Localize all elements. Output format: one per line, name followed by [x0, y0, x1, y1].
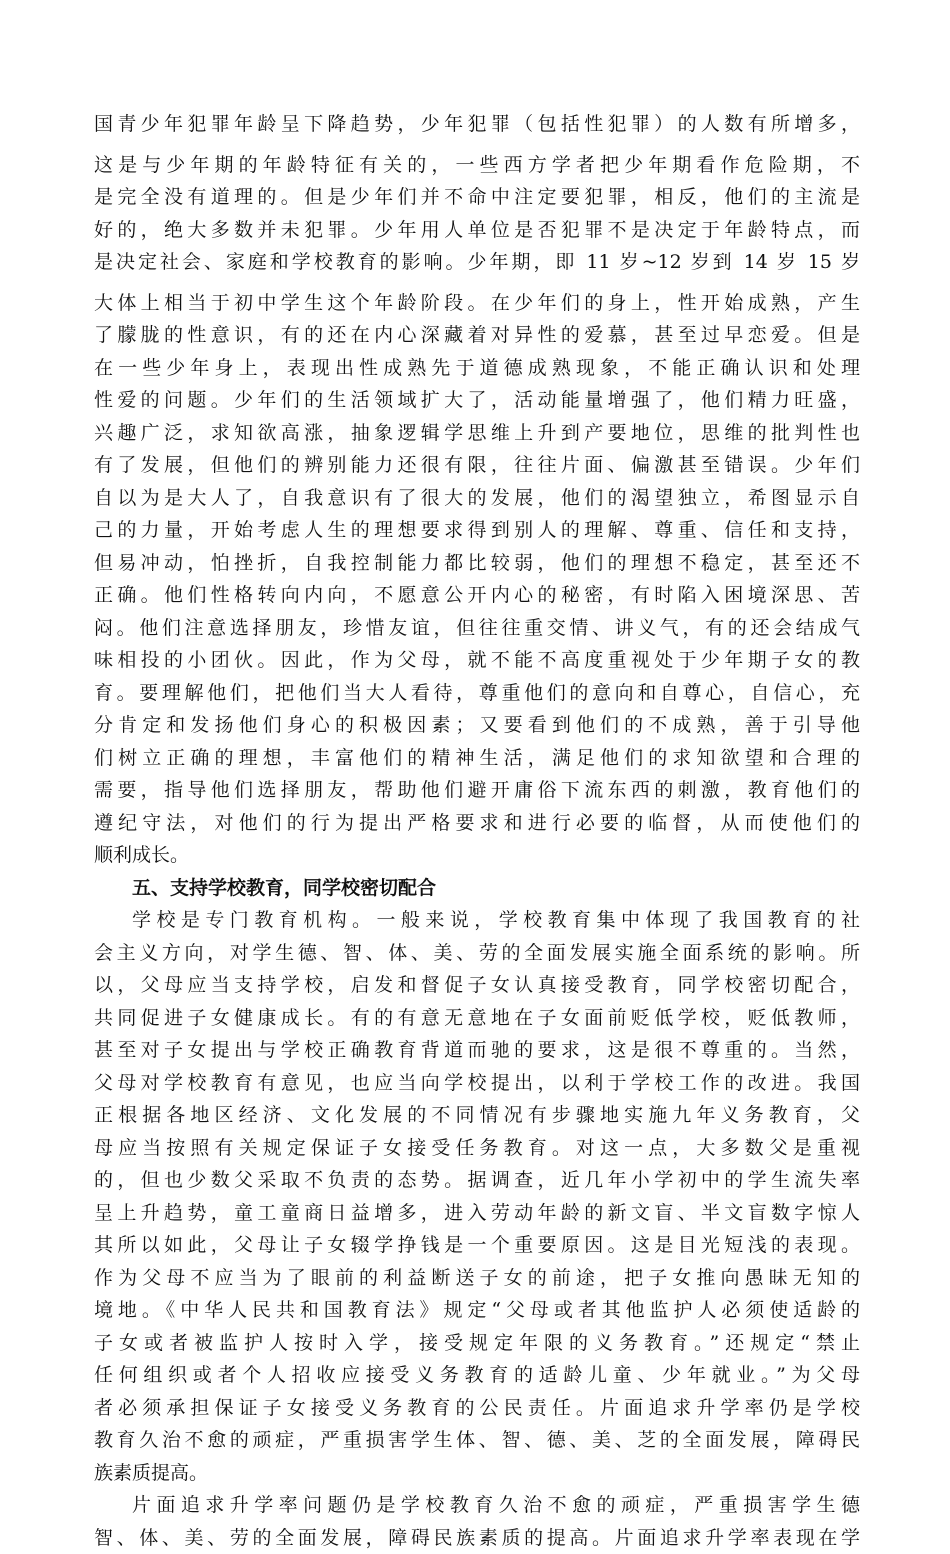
text-line: 呈上升趋势，童工童商日益增多，进入劳动年龄的新文盲、半文盲数字惊人: [94, 1197, 860, 1230]
text-line: 教育久治不愈的顽症，严重损害学生体、智、德、美、芝的全面发展，障碍民: [94, 1424, 860, 1457]
text-line: 是完全没有道理的。但是少年们并不命中注定要犯罪，相反，他们的主流是: [94, 181, 860, 214]
text-line: 的，但也少数父采取不负责的态势。据调查，近几年小学初中的学生流失率: [94, 1164, 860, 1197]
section-heading: 五、支持学校教育，同学校密切配合: [94, 872, 860, 905]
text-line: 会主义方向，对学生德、智、体、美、劳的全面发展实施全面系统的影响。所: [94, 937, 860, 970]
text-line: 是决定社会、家庭和学校教育的影响。少年期，即 11 岁~12 岁到 14 岁 15 岁: [94, 246, 860, 279]
text-line: 了朦胧的性意识，有的还在内心深藏着对异性的爱慕，甚至过早恋爱。但是: [94, 319, 860, 352]
text-line: 正确。他们性格转向内向，不愿意公开内心的秘密，有时陷入困境深思、苦: [94, 579, 860, 612]
text-line: 味相投的小团伙。因此，作为父母，就不能不高度重视处于少年期子女的教: [94, 644, 860, 677]
text-line: 育。要理解他们，把他们当大人看待，尊重他们的意向和自尊心，自信心，充: [94, 677, 860, 710]
text-line: 境地。《中华人民共和国教育法》规定“父母或者其他监护人必须使适龄的: [94, 1294, 860, 1327]
text-line: 以，父母应当支持学校，启发和督促子女认真接受教育，同学校密切配合，: [94, 969, 860, 1002]
text-line: 顺利成长。: [94, 839, 860, 872]
text-line: 大体上相当于初中学生这个年龄阶段。在少年们的身上，性开始成熟，产生: [94, 287, 860, 320]
text-line: 有了发展，但他们的辨别能力还很有限，往往片面、偏激甚至错误。少年们: [94, 449, 860, 482]
text-line: 正根据各地区经济、文化发展的不同情况有步骤地实施九年义务教育，父: [94, 1099, 860, 1132]
text-line: 遵纪守法，对他们的行为提出严格要求和进行必要的临督，从而使他们的: [94, 807, 860, 840]
text-line: 族素质提高。: [94, 1457, 860, 1490]
text-line: 需要，指导他们选择朋友，帮助他们避开庸俗下流东西的刺激，教育他们的: [94, 774, 860, 807]
text-line: 在一些少年身上，表现出性成熟先于道德成熟现象，不能正确认识和处理: [94, 352, 860, 385]
text-line: 母应当按照有关规定保证子女接受任务教育。对这一点，大多数父是重视: [94, 1132, 860, 1165]
text-line: 国青少年犯罪年龄呈下降趋势，少年犯罪（包括性犯罪）的人数有所增多，: [94, 108, 860, 141]
text-line: 分肯定和发扬他们身心的积极因素；又要看到他们的不成熟，善于引导他: [94, 709, 860, 742]
text-line: 共同促进子女健康成长。有的有意无意地在子女面前贬低学校，贬低教师，: [94, 1002, 860, 1035]
text-line: 智、体、美、劳的全面发展，障碍民族素质的提高。片面追求升学率表现在学: [94, 1522, 860, 1554]
text-line: 兴趣广泛，求知欲高涨，抽象逻辑学思维上升到产要地位，思维的批判性也: [94, 417, 860, 450]
text-line: 自以为是大人了，自我意识有了很大的发展，他们的渴望独立，希图显示自: [94, 482, 860, 515]
text-line: 其所以如此，父母让子女辍学挣钱是一个重要原因。这是目光短浅的表现。: [94, 1229, 860, 1262]
text-line: 性爱的问题。少年们的生活领域扩大了，活动能量增强了，他们精力旺盛，: [94, 384, 860, 417]
text-line: 者必须承担保证子女接受义务教育的公民责任。片面追求升学率仍是学校: [94, 1392, 860, 1425]
text-line: 父母对学校教育有意见，也应当向学校提出，以利于学校工作的改进。我国: [94, 1067, 860, 1100]
text-line: 但易冲动，怕挫折，自我控制能力都比较弱，他们的理想不稳定，甚至还不: [94, 547, 860, 580]
text-line: 甚至对子女提出与学校正确教育背道而驰的要求，这是很不尊重的。当然，: [94, 1034, 860, 1067]
text-line: 片面追求升学率问题仍是学校教育久治不愈的顽症，严重损害学生德: [94, 1489, 860, 1522]
text-line: 闷。他们注意选择朋友，珍惜友谊，但往往重交情、讲义气，有的还会结成气: [94, 612, 860, 645]
text-line: 们树立正确的理想，丰富他们的精神生活，满足他们的求知欲望和合理的: [94, 742, 860, 775]
text-line: 任何组织或者个人招收应接受义务教育的适龄儿童、少年就业。”为父母: [94, 1359, 860, 1392]
text-line: 己的力量，开始考虑人生的理想要求得到别人的理解、尊重、信任和支持，: [94, 514, 860, 547]
text-line: 作为父母不应当为了眼前的利益断送子女的前途，把子女推向愚昧无知的: [94, 1262, 860, 1295]
document-page: [94, 100, 860, 1554]
text-line: 学校是专门教育机构。一般来说，学校教育集中体现了我国教育的社: [94, 904, 860, 937]
text-line: 这是与少年期的年龄特征有关的，一些西方学者把少年期看作危险期，不: [94, 149, 860, 182]
text-line: 子女或者被监护人按时入学，接受规定年限的义务教育。”还规定“禁止: [94, 1327, 860, 1360]
text-line: 好的，绝大多数并未犯罪。少年用人单位是否犯罪不是决定于年龄特点，而: [94, 214, 860, 247]
